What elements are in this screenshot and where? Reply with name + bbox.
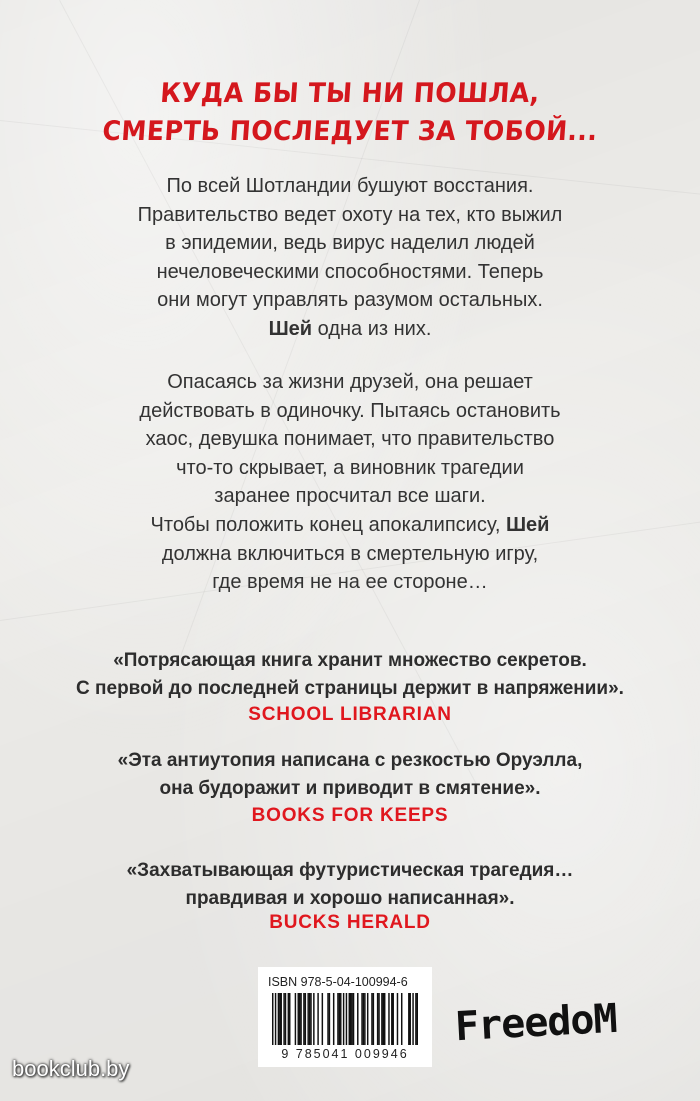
barcode-digits: 9 785041 009946: [281, 1047, 409, 1061]
barcode-bar: [350, 993, 351, 1045]
barcode-bar: [329, 993, 330, 1045]
text-line: они могут управлять разумом остальных.: [157, 289, 543, 312]
text-line: хаос, девушка понимает, что правительство: [145, 428, 555, 451]
barcode-bar: [388, 993, 389, 1045]
barcode-bar: [313, 993, 314, 1045]
text-line: действовать в одиночку. Пытаясь остановить: [139, 399, 561, 422]
barcode-bar: [417, 993, 418, 1045]
barcode-bar: [408, 993, 409, 1045]
barcode-bar: [383, 993, 384, 1045]
text-line: [0, 511, 700, 540]
publisher-logo: FreedoM: [453, 995, 618, 1051]
barcode-bar: [364, 993, 365, 1045]
barcode-bar: [327, 993, 328, 1045]
barcode-bar: [278, 993, 279, 1045]
barcode-bar: [305, 993, 306, 1045]
barcode-bar: [298, 993, 299, 1045]
barcode-bar: [391, 993, 392, 1045]
barcode-bar: [381, 993, 382, 1045]
barcode-bar: [337, 993, 338, 1045]
text-line: Опасаясь за жизни друзей, она решает: [167, 371, 533, 393]
barcode-bar: [289, 993, 290, 1045]
barcode-bar: [367, 993, 368, 1045]
text-line: нечеловеческими способностями. Теперь: [156, 260, 544, 283]
text-line: в эпидемии, ведь вирус наделил людей: [165, 232, 535, 255]
barcode-bar: [378, 993, 379, 1045]
tagline-line-1: КУДА БЫ ТЫ НИ ПОШЛА,: [159, 78, 541, 109]
barcode-bar: [339, 993, 340, 1045]
barcode-panel: [258, 967, 432, 1067]
text-fragment: Чтобы положить конец апокалипсису,: [150, 513, 506, 536]
barcode-bar: [295, 993, 296, 1045]
barcode-bar: [317, 993, 318, 1045]
barcode-bar: [275, 993, 276, 1045]
review-quote-2: [0, 747, 700, 803]
quote-line: она будоражит и приводит в смятение».: [159, 778, 541, 799]
barcode-bar: [397, 993, 398, 1045]
barcode-bar: [333, 993, 334, 1045]
character-name: Шей: [505, 513, 550, 536]
barcode-bar: [351, 993, 352, 1045]
barcode-bar: [401, 993, 402, 1045]
isbn-label: ISBN 978-5-04-100994-6: [268, 975, 408, 989]
quote-line: «Потрясающая книга хранит множество секретов.: [113, 650, 587, 671]
review-source-2: BOOKS FOR KEEPS: [251, 805, 449, 826]
review-quote-3: [0, 857, 700, 913]
review-quote-1: [0, 647, 700, 703]
barcode-bar: [272, 993, 273, 1045]
barcode-bar: [346, 993, 347, 1045]
text-line: По всей Шотландии бушуют восстания.: [166, 175, 534, 197]
synopsis-paragraph-2: [0, 368, 700, 597]
site-watermark: bookclub.by: [12, 1056, 130, 1081]
barcode-bar: [384, 993, 385, 1045]
text-line: должна включиться в смертельную игру,: [161, 542, 539, 565]
barcode-bar: [340, 993, 341, 1045]
barcode-bar: [349, 993, 350, 1045]
barcode-bar: [377, 993, 378, 1045]
barcode-bar: [412, 993, 413, 1045]
barcode-bars: [272, 993, 418, 1045]
barcode-bar: [343, 993, 344, 1045]
barcode-bar: [288, 993, 289, 1045]
text-line: где время не на ее стороне…: [212, 571, 488, 594]
review-source-3: BUCKS HERALD: [269, 912, 431, 933]
text-line: заранее просчитал все шаги.: [214, 485, 486, 508]
quote-line: «Эта антиутопия написана с резкостью Оруэлла,: [117, 750, 583, 771]
barcode-bar: [300, 993, 301, 1045]
barcode-bar: [361, 993, 362, 1045]
barcode-bar: [415, 993, 416, 1045]
barcode-bar: [307, 993, 308, 1045]
quote-line: правдивая и хорошо написанная».: [185, 888, 515, 909]
character-name: Шей: [268, 317, 313, 340]
quote-line: «Захватывающая футуристическая трагедия…: [126, 860, 574, 881]
text-fragment: одна из них.: [312, 317, 432, 340]
barcode-bar: [322, 993, 323, 1045]
barcode-bar: [283, 993, 284, 1045]
tagline-line-2: СМЕРТЬ ПОСЛЕДУЕТ ЗА ТОБОЙ...: [101, 116, 599, 147]
barcode-bar: [373, 993, 374, 1045]
barcode-bar: [410, 993, 411, 1045]
barcode-bar: [363, 993, 364, 1045]
barcode-bar: [309, 993, 310, 1045]
review-source-1: SCHOOL LIBRARIAN: [248, 704, 452, 725]
barcode-bar: [281, 993, 282, 1045]
barcode-bar: [303, 993, 304, 1045]
text-line: [0, 315, 700, 344]
quote-line: С первой до последней страницы держит в напряжении».: [76, 678, 624, 699]
barcode-bar: [357, 993, 358, 1045]
text-line: Правительство ведет охоту на тех, кто выжил: [137, 203, 563, 226]
barcode-bar: [310, 993, 311, 1045]
synopsis-paragraph-1: [0, 172, 700, 344]
barcode-bar: [279, 993, 280, 1045]
barcode-bar: [285, 993, 286, 1045]
barcode-bar: [371, 993, 372, 1045]
text-line: что-то скрывает, а виновник трагедии: [176, 456, 524, 479]
barcode-bar: [392, 993, 393, 1045]
barcode-bar: [353, 993, 354, 1045]
barcode-bar: [299, 993, 300, 1045]
